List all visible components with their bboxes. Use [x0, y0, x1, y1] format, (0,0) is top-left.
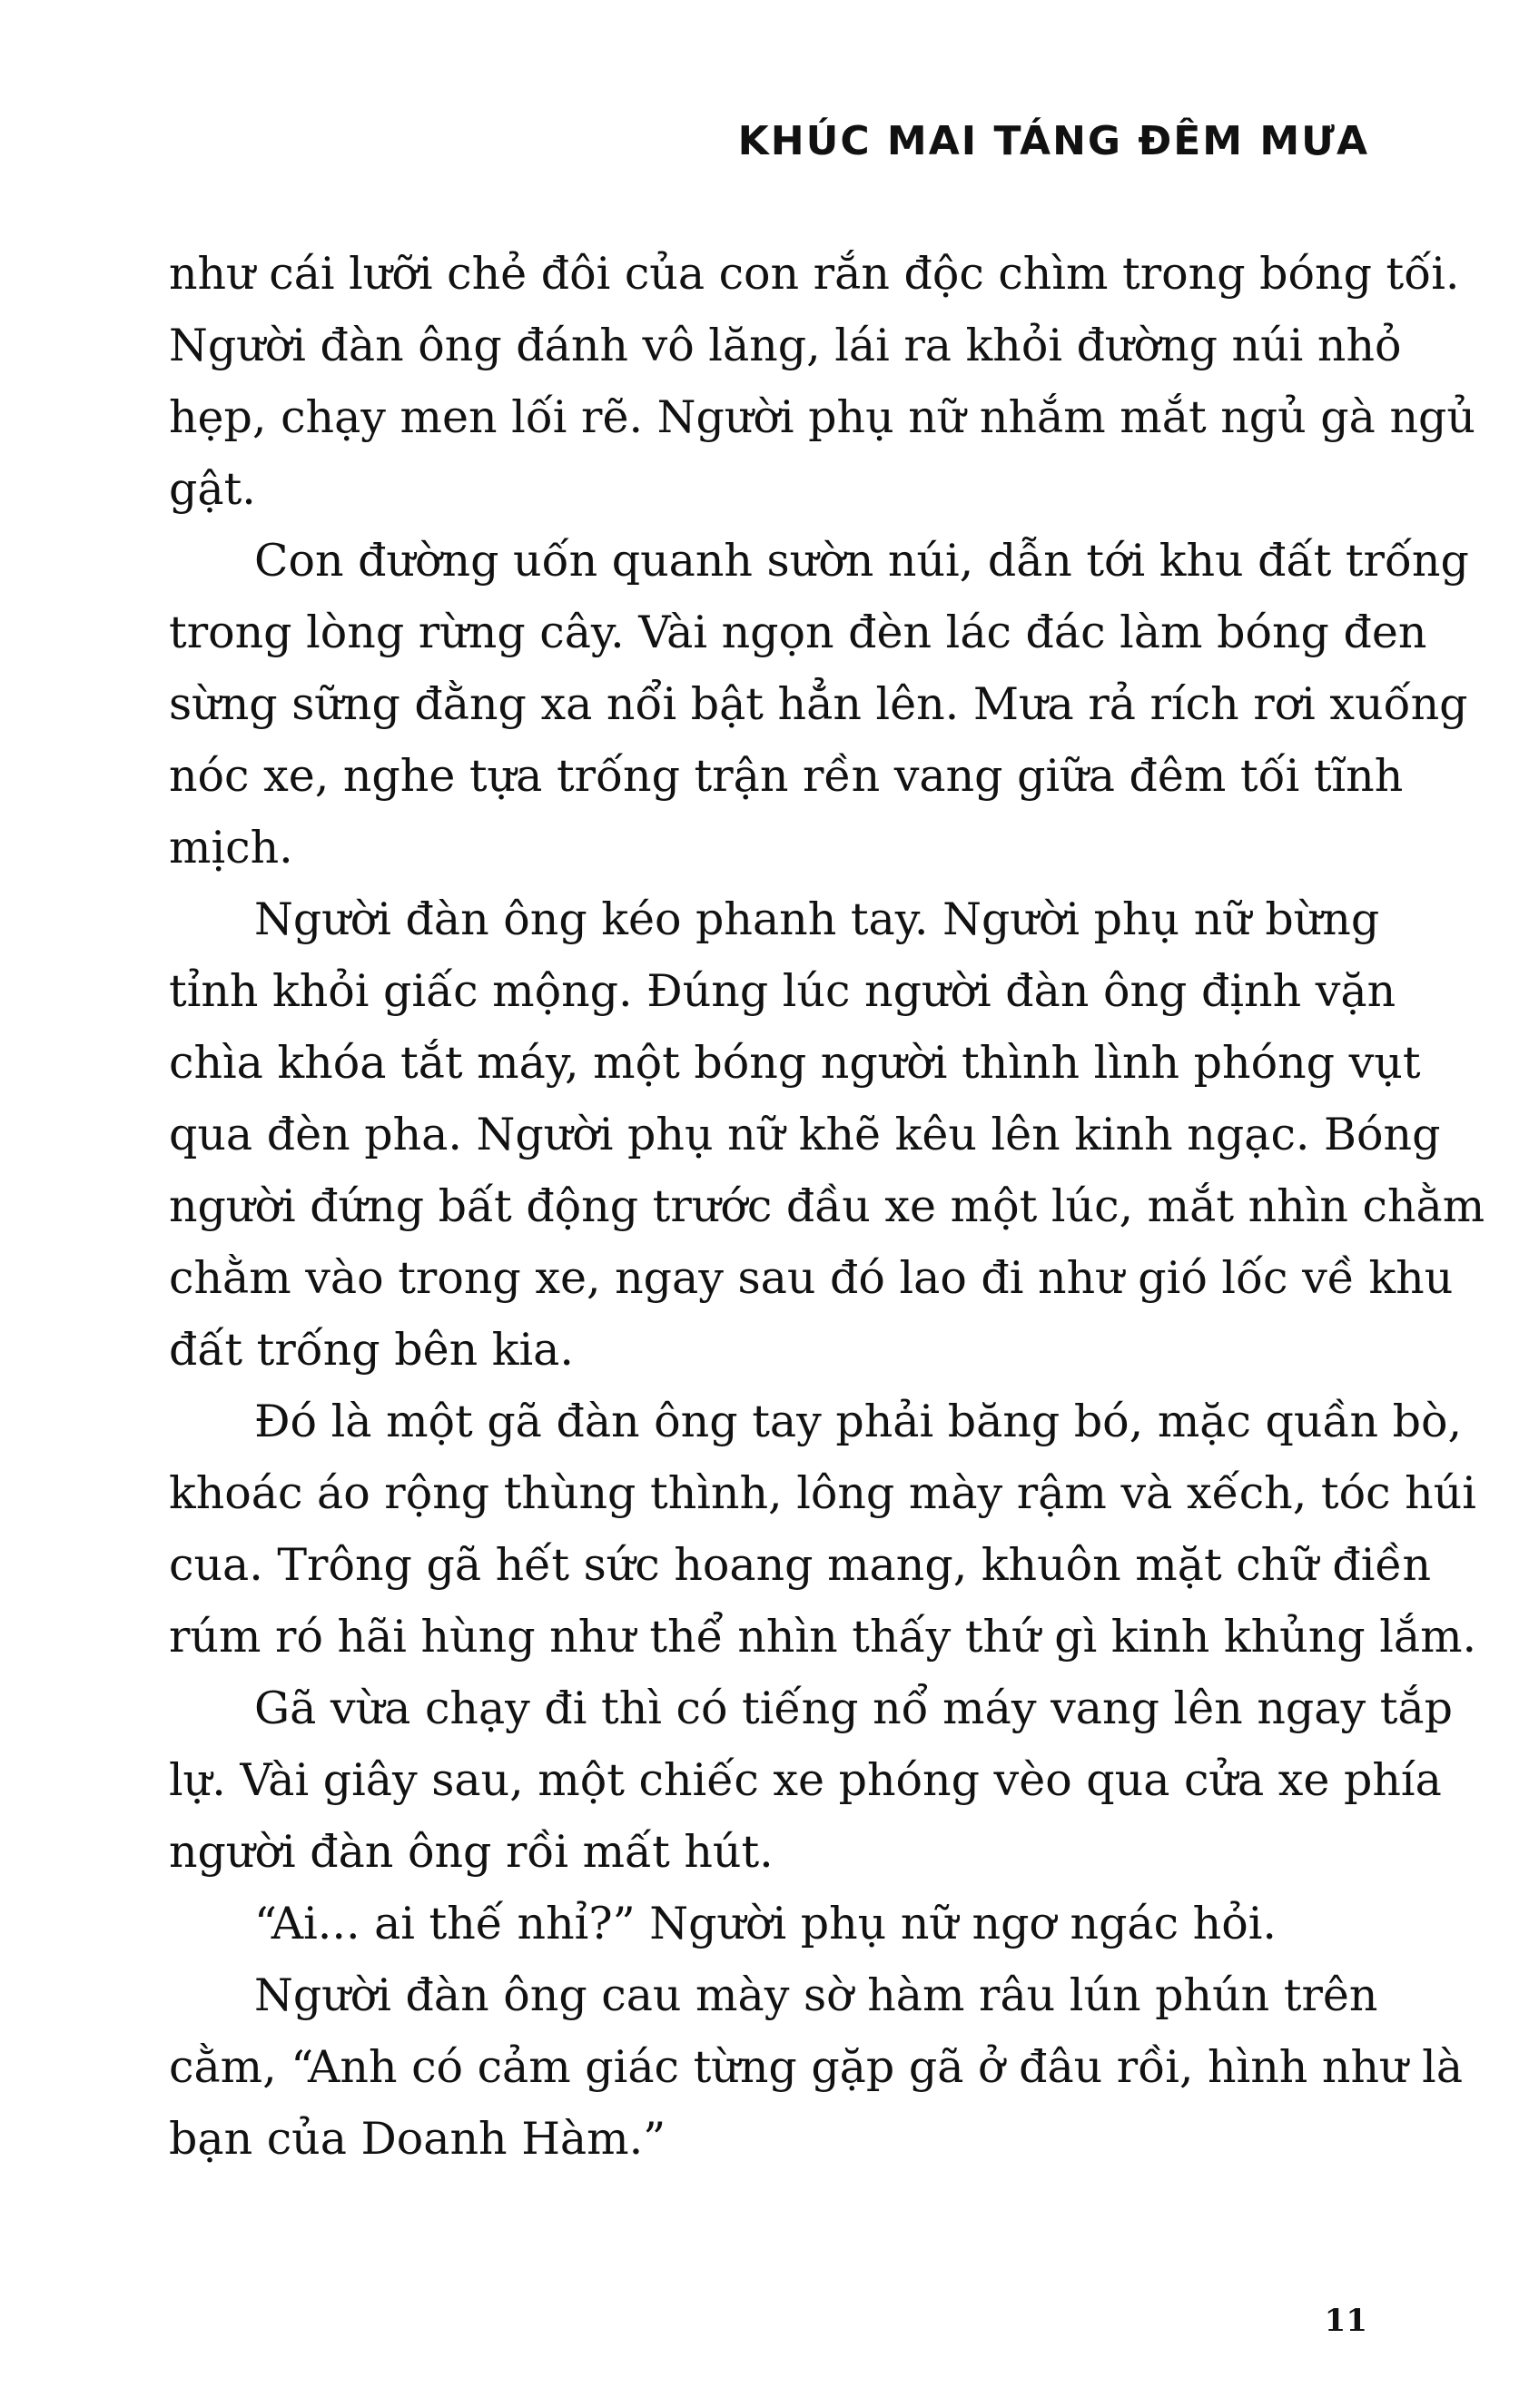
text-line: chằm vào trong xe, ngay sau đó lao đi như gió lốc về khu: [169, 1252, 1454, 1304]
text-line: bạn của Doanh Hàm.”: [169, 2113, 666, 2165]
text-line: người đàn ông rồi mất hút.: [169, 1826, 774, 1878]
text-line: mịch.: [169, 822, 293, 873]
text-line: “Ai... ai thế nhỉ?” Người phụ nữ ngơ ngác hỏi.: [254, 1898, 1277, 1949]
text-line: lự. Vài giây sau, một chiếc xe phóng vèo qua cửa xe phía: [169, 1754, 1442, 1806]
text-line: người đứng bất động trước đầu xe một lúc, mắt nhìn chằm: [169, 1180, 1485, 1232]
text-line: Người đàn ông đánh vô lăng, lái ra khỏi đường núi nhỏ: [169, 320, 1402, 371]
text-line: Người đàn ông kéo phanh tay. Người phụ nữ bừng: [254, 893, 1380, 945]
text-line: nóc xe, nghe tựa trống trận rền vang giữa đêm tối tĩnh: [169, 750, 1404, 802]
text-line: khoác áo rộng thùng thình, lông mày rậm và xếch, tóc húi: [169, 1467, 1476, 1519]
running-header: KHÚC MAI TÁNG ĐÊM MƯA: [737, 118, 1369, 164]
text-line: gật.: [169, 463, 256, 515]
text-line: rúm ró hãi hùng như thể nhìn thấy thứ gì kinh khủng lắm.: [169, 1611, 1477, 1663]
text-line: đất trống bên kia.: [169, 1324, 574, 1376]
text-line: Con đường uốn quanh sườn núi, dẫn tới khu đất trống: [254, 535, 1469, 587]
text-line: chìa khóa tắt máy, một bóng người thình lình phóng vụt: [169, 1037, 1421, 1089]
text-line: tỉnh khỏi giấc mộng. Đúng lúc người đàn ông định vặn: [169, 965, 1396, 1017]
text-line: trong lòng rừng cây. Vài ngọn đèn lác đác làm bóng đen: [169, 607, 1427, 658]
text-line: như cái lưỡi chẻ đôi của con rắn độc chìm trong bóng tối.: [169, 248, 1460, 300]
text-line: Gã vừa chạy đi thì có tiếng nổ máy vang lên ngay tắp: [254, 1683, 1453, 1734]
text-line: hẹp, chạy men lối rẽ. Người phụ nữ nhắm mắt ngủ gà ngủ: [169, 391, 1475, 443]
text-line: sừng sững đằng xa nổi bật hẳn lên. Mưa rả rích rơi xuống: [169, 678, 1468, 730]
body-text: [169, 238, 1485, 2175]
text-line: Đó là một gã đàn ông tay phải băng bó, mặc quần bò,: [254, 1396, 1463, 1447]
text-line: qua đèn pha. Người phụ nữ khẽ kêu lên kinh ngạc. Bóng: [169, 1109, 1441, 1160]
text-line: cua. Trông gã hết sức hoang mang, khuôn mặt chữ điền: [169, 1539, 1432, 1591]
page-number: 11: [1324, 2303, 1367, 2339]
text-line: cằm, “Anh có cảm giác từng gặp gã ở đâu rồi, hình như là: [169, 2041, 1464, 2093]
text-line: Người đàn ông cau mày sờ hàm râu lún phún trên: [254, 1969, 1378, 2021]
